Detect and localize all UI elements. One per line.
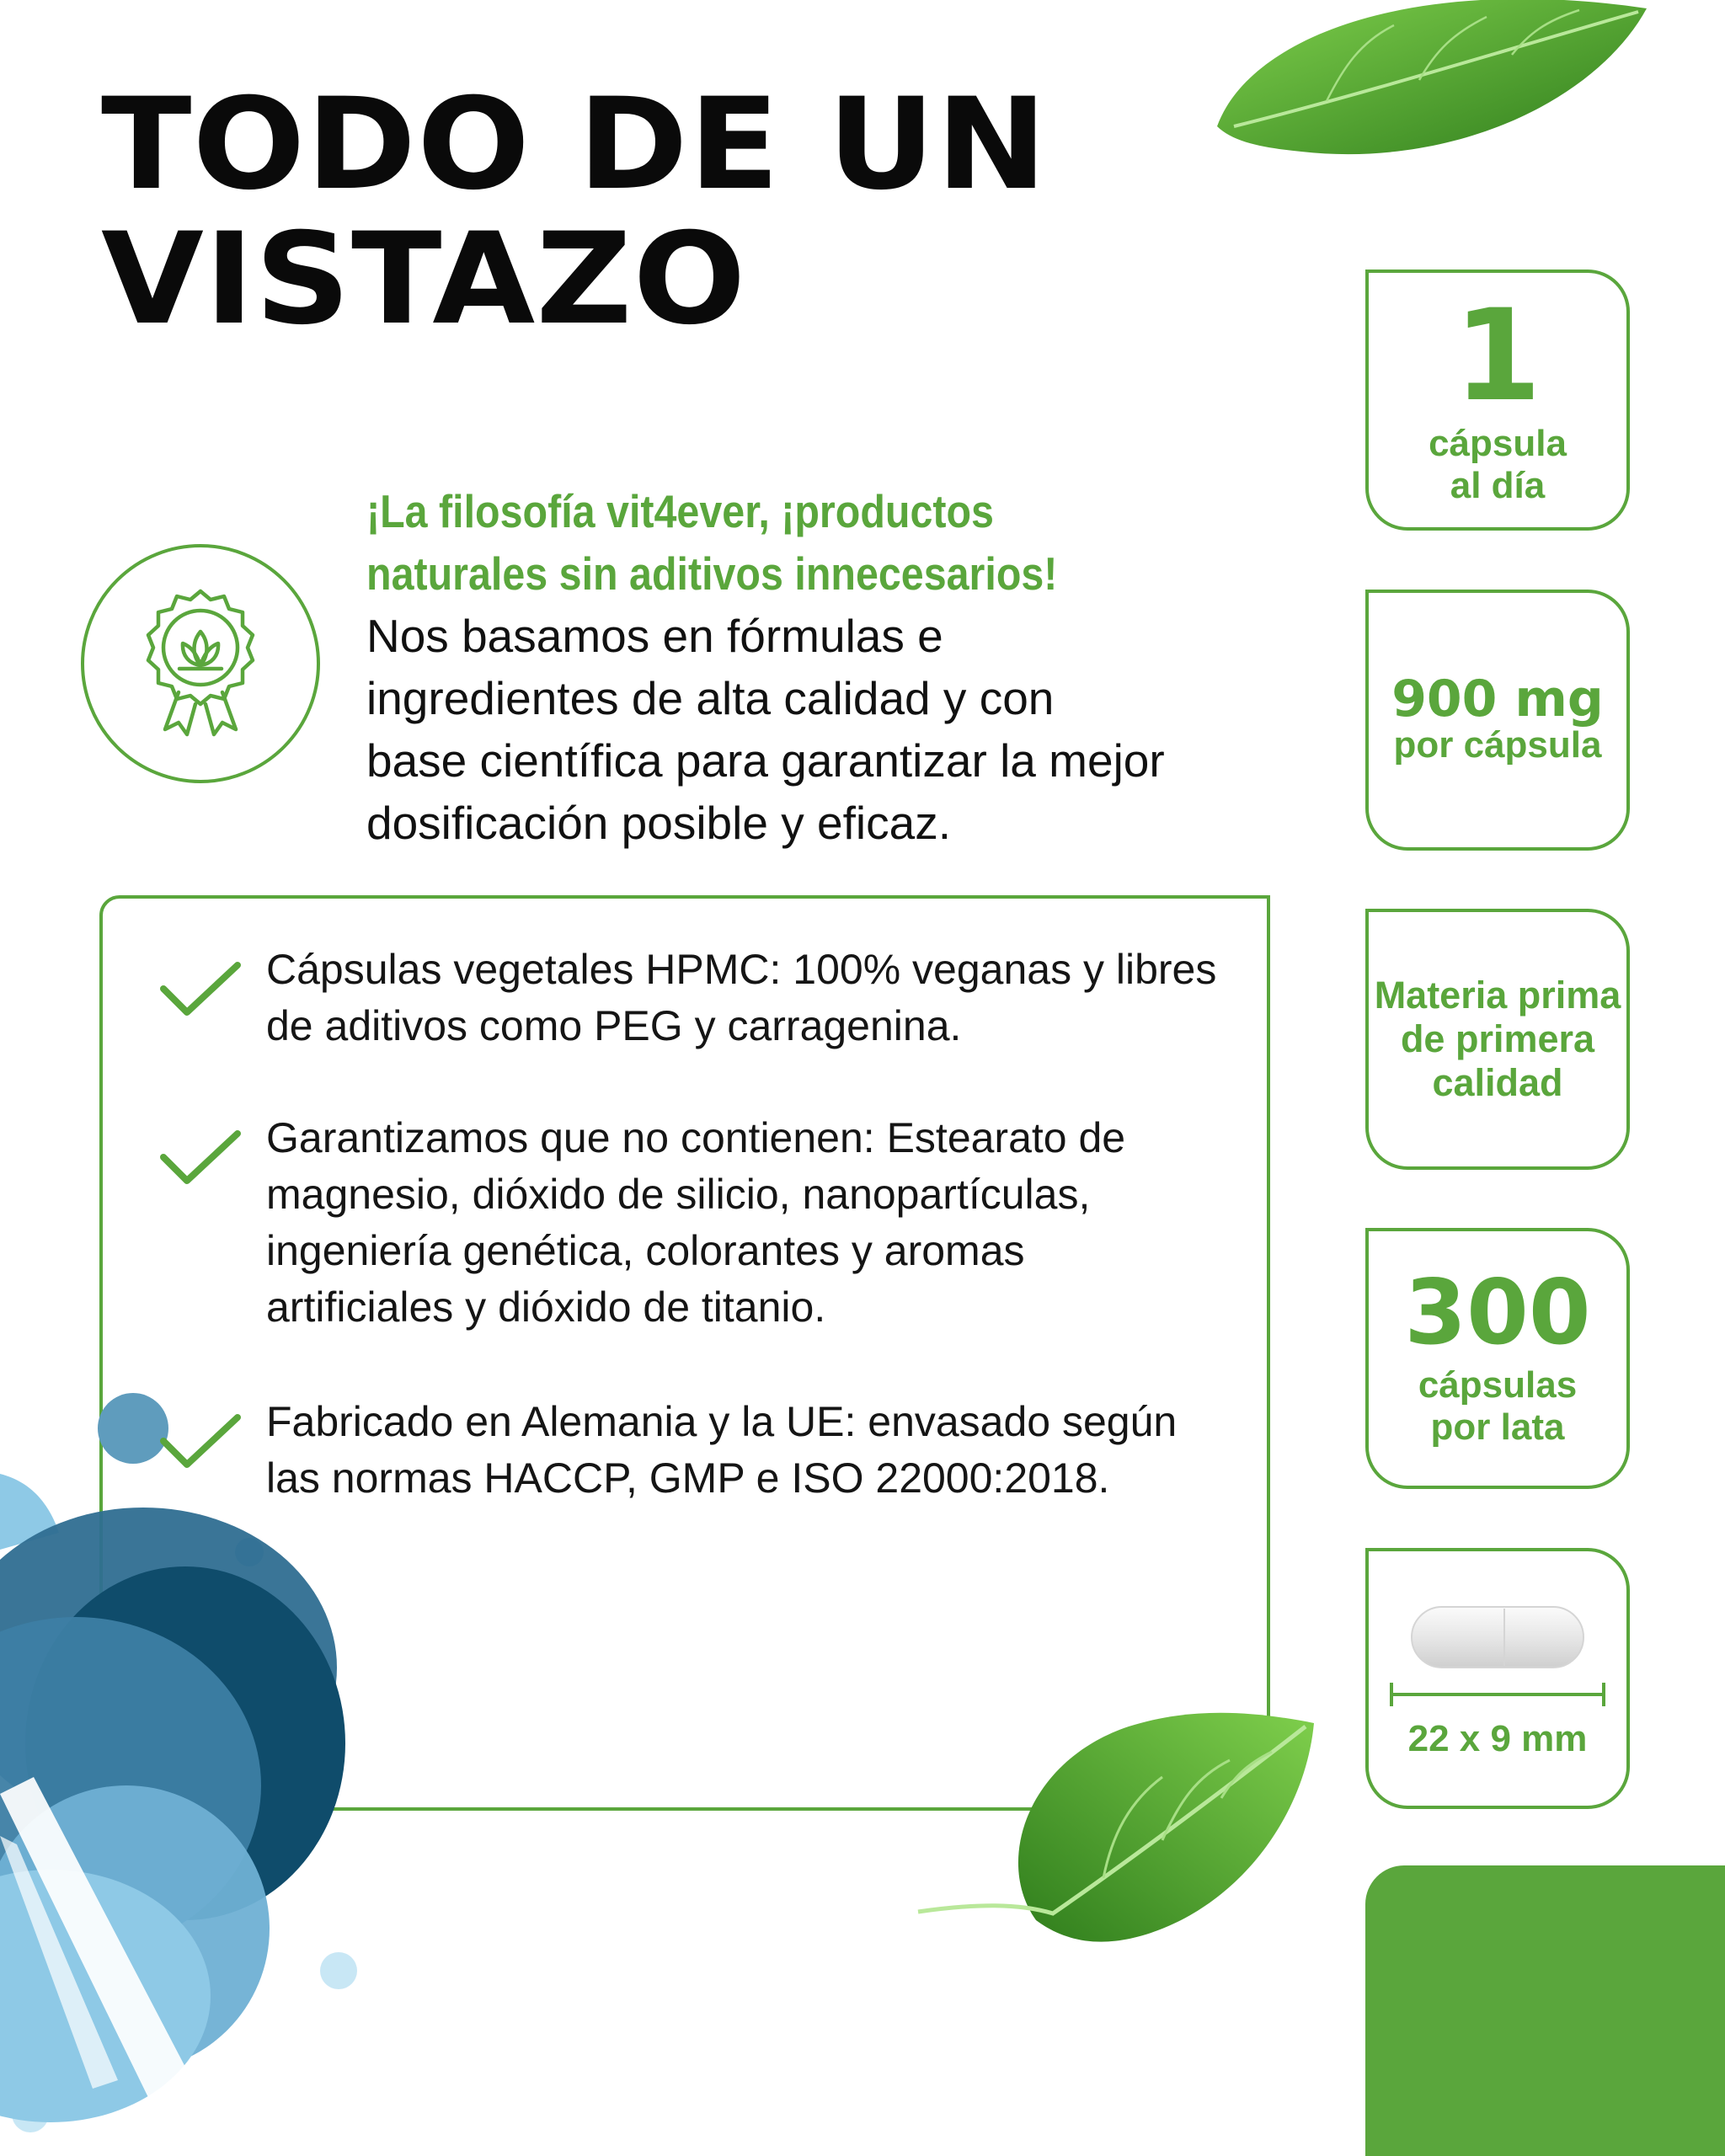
philosophy-headline-line-1: ¡La filosofía vit4ever, ¡productos: [366, 485, 994, 537]
stat-label: 22 x 9 mm: [1407, 1718, 1588, 1759]
stat-value: 1: [1453, 283, 1542, 430]
checkmark-icon: [160, 1412, 241, 1471]
feature-text: Cápsulas vegetales HPMC: 100% veganas y libres de aditivos como PEG y carragenina.: [266, 946, 1217, 1049]
green-corner-block: [1365, 1865, 1725, 2156]
quality-seal-leaf-icon: [84, 547, 317, 780]
feature-item-capsules: [160, 942, 1221, 1068]
stat-card-raw-material: [1365, 909, 1630, 1170]
stat-label: cápsula al día: [1429, 423, 1567, 506]
stat-card-daily-dose: [1365, 270, 1630, 531]
size-measure-line: [1388, 1678, 1607, 1711]
stat-label: Materia prima de primera calidad: [1374, 974, 1621, 1104]
leaf-top-right: [1200, 0, 1672, 168]
stat-label: cápsulas por lata: [1418, 1364, 1578, 1448]
philosophy-text: [366, 480, 1175, 854]
philosophy-headline-line-2: naturales sin aditivos innecesarios!: [366, 547, 1058, 600]
stat-label: por cápsula: [1393, 724, 1602, 766]
philosophy-body: Nos basamos en fórmulas e ingredientes de alta calidad y con base científica para garantizar la mejor dosificación posible y eficaz.: [366, 610, 1165, 849]
feature-text: Fabricado en Alemania y la UE: envasado según las normas HACCP, GMP e ISO 22000:2018.: [266, 1398, 1178, 1502]
stat-value: 300: [1404, 1261, 1591, 1364]
feature-text: Garantizamos que no contienen: Estearato de magnesio, dióxido de silicio, nanopartículas, ingeniería genética, colorantes y aromas artificiales y dióxido de titanio.: [266, 1114, 1126, 1331]
philosophy-headline: [366, 480, 1175, 605]
stat-value: 900 mg: [1391, 670, 1604, 728]
checkmark-icon: [160, 1129, 241, 1187]
stat-card-dosage: [1365, 590, 1630, 851]
capsule-icon: [1405, 1597, 1590, 1674]
quality-badge: [81, 544, 320, 783]
feature-item-made-in: [160, 1394, 1221, 1520]
stat-card-capsules-per-can: [1365, 1228, 1630, 1489]
page-title: [101, 72, 1049, 353]
feature-item-free-from: [160, 1110, 1221, 1346]
title-line-2: VISTAZO: [101, 206, 747, 353]
stat-card-capsule-size: [1365, 1548, 1630, 1809]
title-line-1: TODO DE UN: [101, 72, 1049, 218]
leaf-bottom: [910, 1693, 1322, 1962]
checkmark-icon: [160, 960, 241, 1019]
